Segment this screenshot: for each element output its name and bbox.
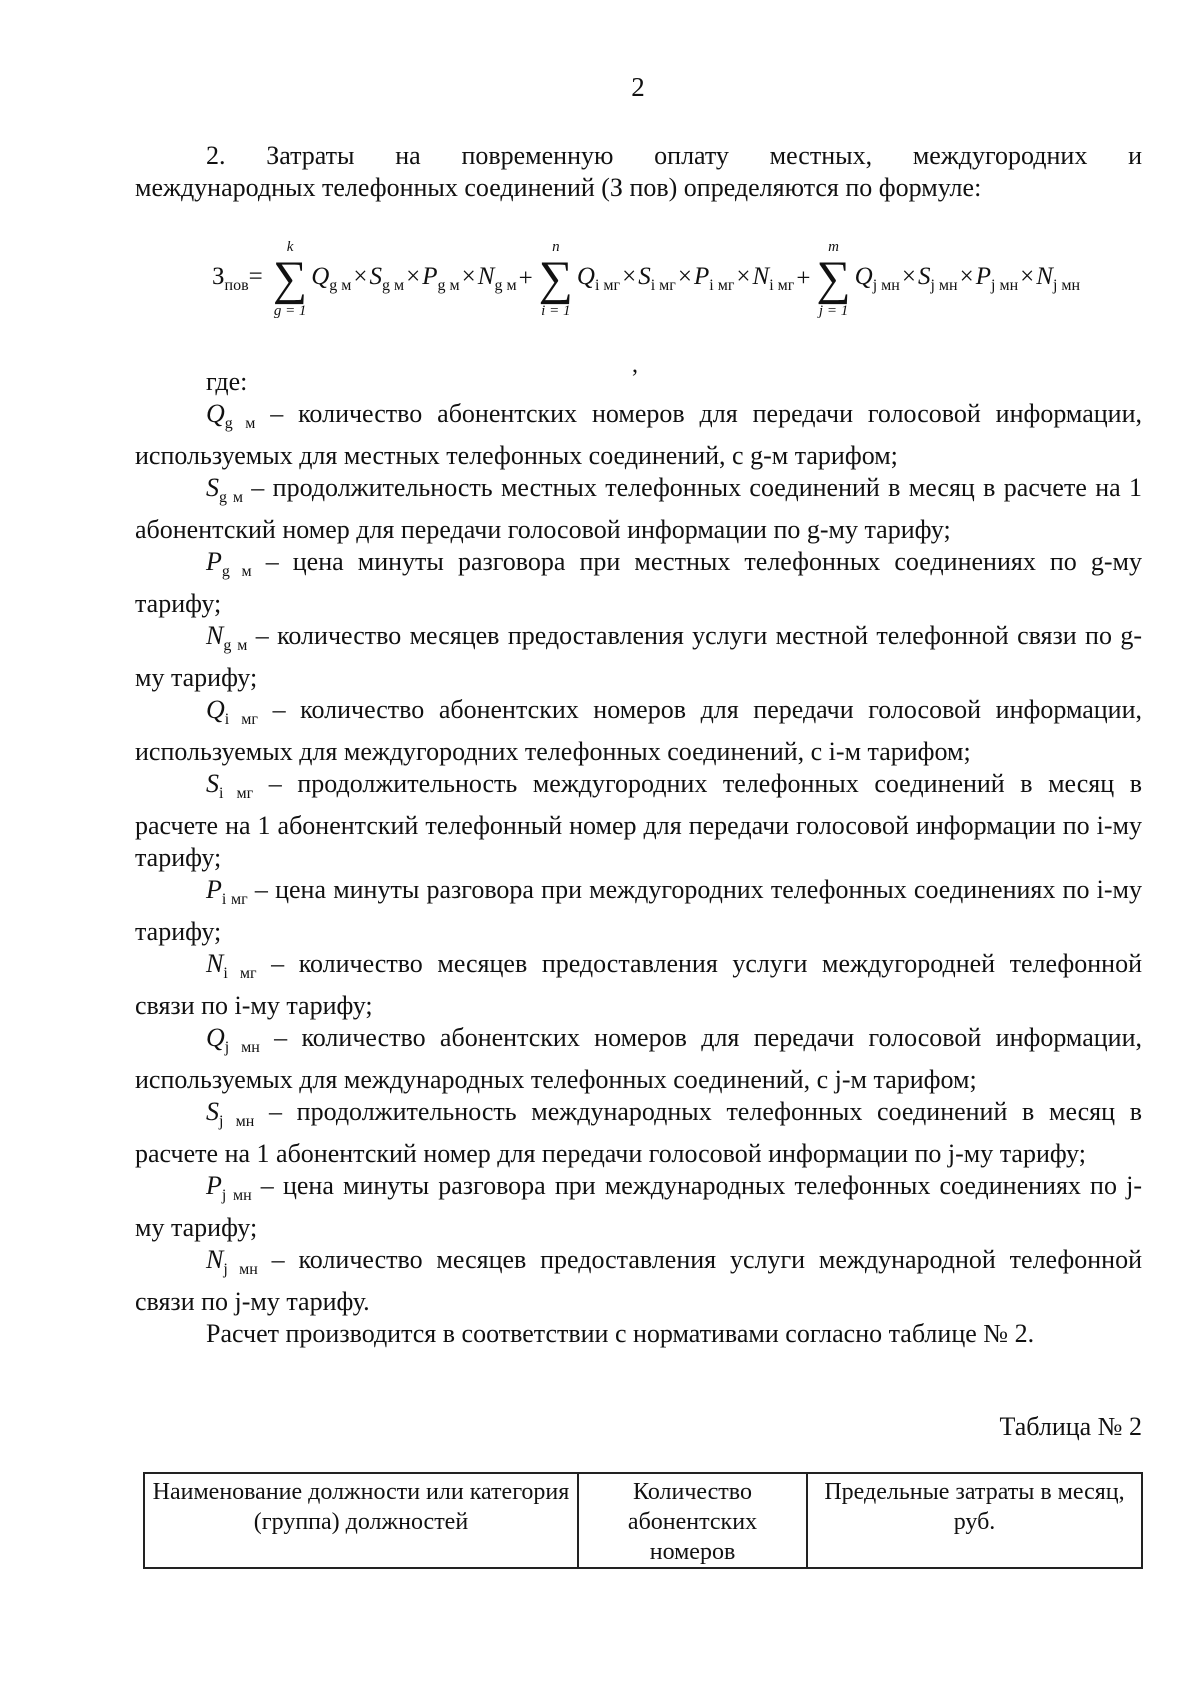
times-sign: × <box>353 263 368 290</box>
formula-variable: Q <box>576 263 595 290</box>
cost-formula <box>212 238 1080 320</box>
definition-symbol: S <box>206 1097 219 1126</box>
formula-lhs-sub: пов <box>224 277 249 294</box>
definition-item <box>135 546 1142 620</box>
formula-subscript: j мн <box>872 277 900 294</box>
definition-item <box>135 948 1142 1022</box>
formula-subscript: g м <box>329 277 352 294</box>
norms-table <box>143 1472 1143 1569</box>
definition-symbol: Q <box>206 399 225 428</box>
definition-symbol: Q <box>206 1023 225 1052</box>
formula-subscript: j мн <box>1052 277 1081 294</box>
formula-subscript: g м <box>437 277 460 294</box>
formula-lhs-var: З <box>212 263 225 290</box>
formula-variable: S <box>917 263 931 290</box>
definition-symbol: P <box>206 547 222 576</box>
formula-equals: = <box>248 263 263 290</box>
definition-symbol: N <box>206 949 224 978</box>
definition-item <box>135 874 1142 948</box>
formula-variable: Q <box>854 263 873 290</box>
definition-symbol: N <box>206 621 224 650</box>
definition-subscript: i мг <box>223 965 257 982</box>
sum-upper-limit: m <box>828 239 839 255</box>
definition-text: – количество абонентских номеров для передачи голосовой информации, используемых для междугородних телефонных соединений, с i-м тарифом; <box>135 695 1143 766</box>
definition-symbol: P <box>206 1171 222 1200</box>
formula-subscript: i мг <box>769 277 795 294</box>
table-caption: Таблица № 2 <box>999 1412 1142 1441</box>
page-number: 2 <box>631 72 645 102</box>
table-header-count: Количество абонентских номеров <box>578 1473 807 1568</box>
definition-subscript: g м <box>224 415 256 432</box>
definition-text: – цена минуты разговора при международных телефонных соединениях по j-му тарифу; <box>135 1171 1142 1242</box>
formula-plus: + <box>518 265 533 292</box>
definition-subscript: j мн <box>224 1039 260 1056</box>
definition-text: – количество месяцев предоставления услуги междугородней телефонной связи по i-му тарифу; <box>135 949 1142 1020</box>
times-sign: × <box>461 263 476 290</box>
table-header-row <box>144 1473 1142 1568</box>
formula-variable: P <box>975 263 992 290</box>
formula-lhs <box>212 263 263 295</box>
definition-item <box>135 1170 1142 1244</box>
sigma-symbol: ∑ <box>273 252 308 305</box>
formula-product <box>855 263 1080 295</box>
table-header-position: Наименование должности или категория (группа) должностей <box>144 1473 578 1568</box>
formula-variable: N <box>752 263 770 290</box>
definition-subscript: g м <box>221 563 252 580</box>
definitions-list <box>135 398 1142 1318</box>
definition-text: – цена минуты разговора при местных телефонных соединениях по g-му тарифу; <box>135 547 1143 618</box>
definition-subscript: j мн <box>219 1113 255 1130</box>
formula-sum <box>816 238 850 320</box>
intro-line-1: 2. Затраты на повременную оплату местных, междугородних и <box>206 141 1142 170</box>
formula-variable: S <box>638 263 651 290</box>
formula-subscript: j мн <box>930 277 958 294</box>
sum-lower-limit: g = 1 <box>273 303 307 319</box>
times-sign: × <box>959 263 974 290</box>
times-sign: × <box>1020 263 1035 290</box>
definition-item <box>135 1022 1142 1096</box>
definition-item <box>135 1244 1142 1318</box>
formula-variable: P <box>422 263 438 290</box>
formula-product <box>577 263 794 295</box>
definition-symbol: S <box>206 769 219 798</box>
definition-text: – продолжительность международных телефонных соединений в месяц в расчете на 1 абонентский номер для передачи голосовой информации по j-му тарифу; <box>135 1097 1142 1168</box>
definition-subscript: i мг <box>221 891 248 908</box>
definition-symbol: Q <box>206 695 225 724</box>
sigma-symbol: ∑ <box>816 252 851 305</box>
definition-subscript: i мг <box>219 785 254 802</box>
definitions-block <box>135 366 1142 1350</box>
definition-symbol: P <box>206 875 222 904</box>
where-label: где: <box>206 367 248 396</box>
formula-sum <box>539 238 573 320</box>
definition-text: – цена минуты разговора при междугородних телефонных соединениях по i-му тарифу; <box>135 875 1142 946</box>
times-sign: × <box>677 263 692 290</box>
definition-symbol: S <box>206 473 219 502</box>
sum-upper-limit: k <box>286 239 294 255</box>
definition-item <box>135 694 1142 768</box>
definition-text: – количество месяцев предоставления услуги местной телефонной связи по g-му тарифу; <box>135 621 1143 692</box>
definition-text: – продолжительность местных телефонных соединений в месяц в расчете на 1 абонентский номер для передачи голосовой информации по g-му тарифу; <box>135 473 1143 544</box>
definition-item <box>135 620 1142 694</box>
intro-line-2: международных телефонных соединений (З пов) определяются по формуле: <box>135 173 982 202</box>
formula-subscript: g м <box>382 277 405 294</box>
intro-paragraph <box>135 140 1142 204</box>
times-sign: × <box>736 263 751 290</box>
times-sign: × <box>901 263 916 290</box>
calc-note: Расчет производится в соответствии с нормативами согласно таблице № 2. <box>206 1319 1035 1348</box>
formula-variable: P <box>693 263 710 290</box>
sum-upper-limit: n <box>552 239 560 255</box>
times-sign: × <box>622 263 637 290</box>
definition-text: – количество абонентских номеров для передачи голосовой информации, используемых для местных телефонных соединений, с g-м тарифом; <box>135 399 1142 470</box>
definition-item <box>135 1096 1142 1170</box>
definition-subscript: i мг <box>224 711 258 728</box>
formula-variable: S <box>369 263 383 290</box>
definition-item <box>135 472 1142 546</box>
formula-comma: , <box>632 352 638 378</box>
table-header-limit: Предельные затраты в месяц, руб. <box>807 1473 1142 1568</box>
formula-sum <box>273 238 307 320</box>
times-sign: × <box>406 263 421 290</box>
definition-subscript: g м <box>219 489 243 506</box>
formula-subscript: i мг <box>650 277 676 294</box>
definition-item <box>135 398 1142 472</box>
formula-subscript: i мг <box>709 277 735 294</box>
sum-lower-limit: j = 1 <box>818 303 849 319</box>
formula-plus: + <box>796 265 811 292</box>
formula-variable: N <box>477 263 495 290</box>
formula-product <box>311 263 516 295</box>
definition-subscript: j мн <box>221 1187 252 1204</box>
formula-variable: N <box>1036 263 1053 290</box>
definition-text: – количество месяцев предоставления услуги международной телефонной связи по j-му тарифу. <box>135 1245 1142 1316</box>
formula-subscript: i мг <box>594 277 621 294</box>
definition-subscript: g м <box>223 637 248 654</box>
formula-variable: Q <box>311 263 330 290</box>
formula-subscript: g м <box>494 277 517 294</box>
definition-symbol: N <box>206 1245 224 1274</box>
definition-text: – количество абонентских номеров для передачи голосовой информации, используемых для международных телефонных соединений, с j-м тарифом; <box>135 1023 1142 1094</box>
sigma-symbol: ∑ <box>538 252 573 305</box>
formula-subscript: j мн <box>991 277 1019 294</box>
definition-item <box>135 768 1142 874</box>
sum-lower-limit: i = 1 <box>541 303 571 319</box>
definition-subscript: j мн <box>223 1261 258 1278</box>
definition-text: – продолжительность междугородних телефонных соединений в месяц в расчете на 1 абонентский телефонный номер для передачи голосовой информации по i-му тарифу; <box>135 769 1142 872</box>
